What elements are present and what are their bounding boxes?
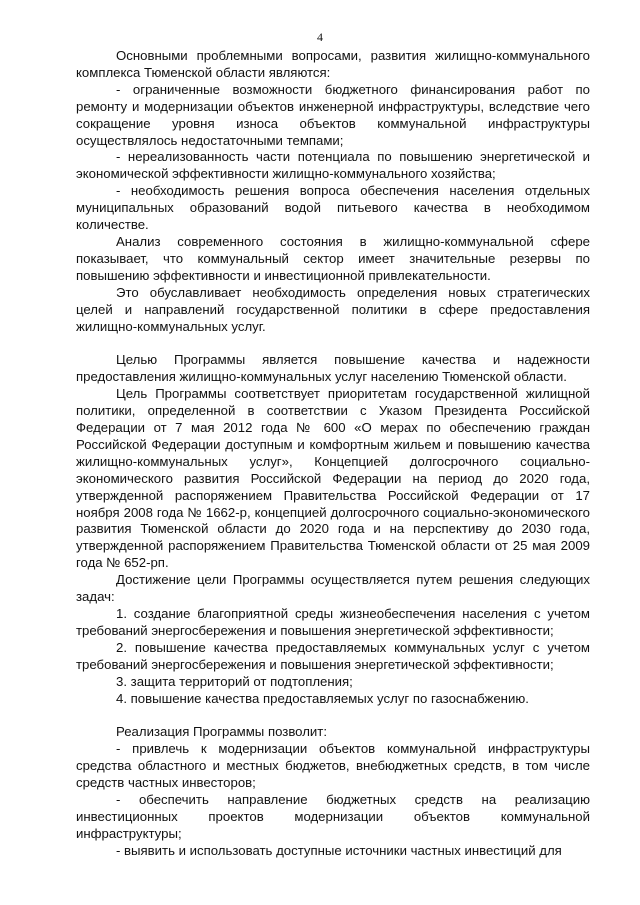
paragraph-necessity: Это обуславливает необходимость определения новых стратегических целей и направлений государственной политики в сфере предоставления жилищно-коммунальных услуг.	[76, 284, 590, 334]
list-item-benefit-2: - обеспечить направление бюджетных средств на реализацию инвестиционных проектов модернизации объектов коммунальной инфраструктуры;	[76, 792, 590, 841]
list-item-benefit-1: - привлечь к модернизации объектов коммунальной инфраструктуры средства областного и местных бюджетов, внебюджетных средств, в том числе средств частных инвесторов;	[76, 741, 590, 791]
paragraph-analysis: Анализ современного состояния в жилищно-коммунальной сфере показывает, что коммунальный сектор имеет значительные резервы по повышению эффективности и инвестиционной привлекательности.	[76, 233, 590, 283]
list-item-problem-3: - необходимость решения вопроса обеспечения населения отдельных муниципальных образований водой питьевого качества в необходимом количестве.	[76, 183, 590, 233]
paragraph-goal-compliance: Цель Программы соответствует приоритетам государственной жилищной политики, определенной в соответствии с Указом Президента Российской Федерации от 7 мая 2012 года № 600 «О мерах по обеспечению граждан Российской Федерации доступным и комфортным жильем и повышению качества жилищно-коммунальных услуг», Концепцией долгосрочного социально-экономического развития Российской Федерации на период до 2020 года, утвержденной распоряжением Правительства Российской Федерации от 17 ноября 2008 года № 1662-р, концепцией долгосрочного социально-экономического развития Тюменской области до 2020 года и на перспективу до 2030 года, утвержденной распоряжением Правительства Тюменской области от 25 мая 2009 года № 652-рп.	[76, 386, 590, 571]
list-item-task-1: 1. создание благоприятной среды жизнеобеспечения населения с учетом требований энергосбережения и повышения энергетической эффективности;	[76, 606, 590, 638]
document-body	[76, 48, 590, 860]
list-item-task-3: 3. защита территорий от подтопления;	[116, 673, 353, 689]
paragraph-program-goal: Целью Программы является повышение качества и надежности предоставления жилищно-коммунальных услуг населению Тюменской области.	[76, 352, 590, 385]
paragraph-implementation-intro: Реализация Программы позволит:	[116, 724, 327, 740]
paragraph-tasks-intro: Достижение цели Программы осуществляется путем решения следующих задач:	[76, 572, 590, 605]
paragraph-problems-intro: Основными проблемными вопросами, развития жилищно-коммунального комплекса Тюменской области являются:	[76, 48, 590, 80]
list-item-benefit-3: - выявить и использовать доступные источники частных инвестиций для	[116, 842, 562, 858]
page-number: 4	[317, 30, 323, 44]
list-item-task-2: 2. повышение качества предоставляемых коммунальных услуг с учетом требований энергосбережения и повышения энергетической эффективности;	[76, 639, 590, 672]
list-item-problem-1: - ограниченные возможности бюджетного финансирования работ по ремонту и модернизации объектов инженерной инфраструктуры, вследствие чего сокращение уровня износа объектов коммунальной инфраструктуры осуществлялось недостаточными темпами;	[76, 81, 590, 148]
list-item-task-4: 4. повышение качества предоставляемых услуг по газоснабжению.	[116, 690, 529, 706]
list-item-problem-2: - нереализованность части потенциала по повышению энергетической и экономической эффективности жилищно-коммунального хозяйства;	[76, 149, 590, 182]
